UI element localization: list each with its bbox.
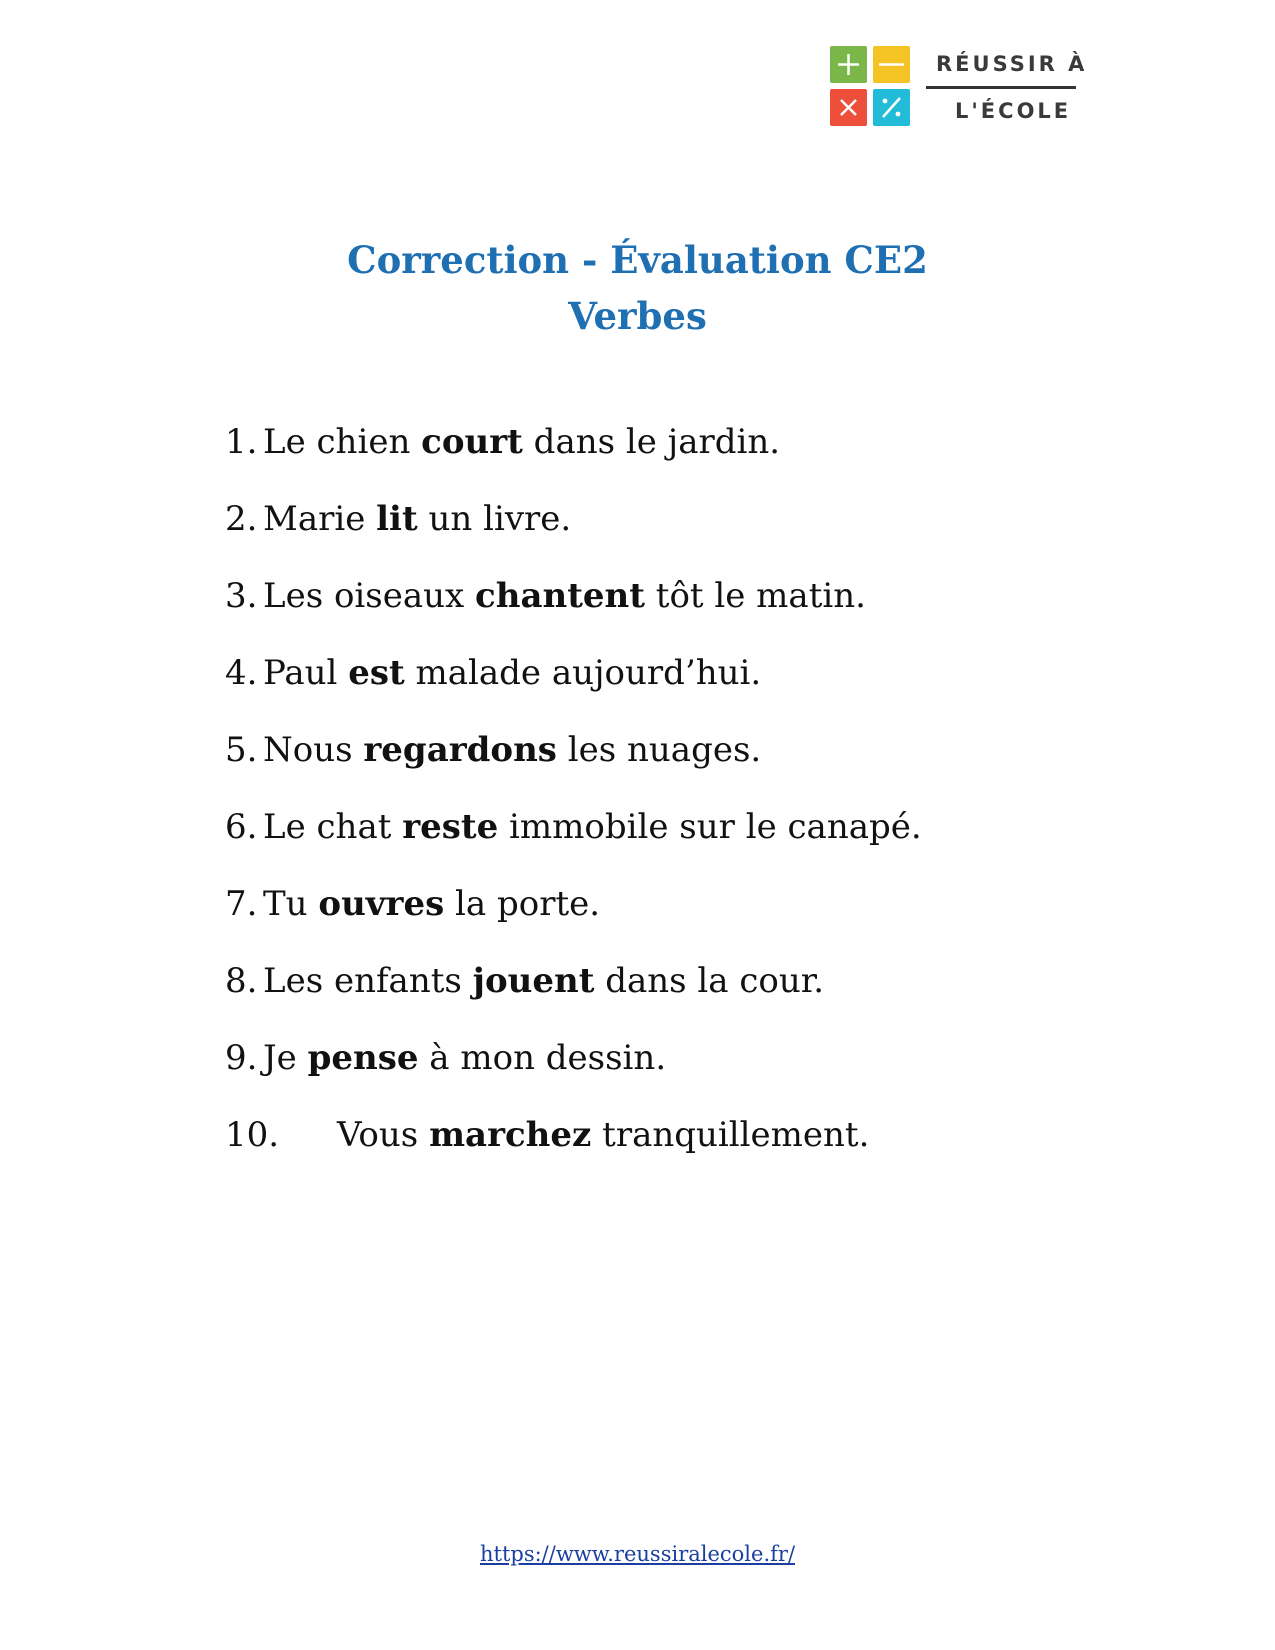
text-before: Je [263,1038,308,1078]
item-number: 1. [225,422,258,462]
page-title [0,232,1275,344]
text-before: Tu [263,884,319,924]
logo-text-line1: RÉUSSIR À [936,52,1088,76]
logo-text-line2: L'ÉCOLE [955,99,1072,123]
text-after: les nuages. [556,730,762,770]
verb: chantent [475,576,645,616]
text-after: dans le jardin. [522,422,781,462]
item-number: 10. [225,1115,280,1155]
minus-icon [873,46,910,83]
title-line-1: Correction - Évaluation CE2 [347,238,928,282]
footer [0,1542,1275,1566]
list-item [225,497,922,574]
text-after: malade aujourd’hui. [404,653,762,693]
plus-icon [830,46,867,83]
item-number: 4. [225,653,258,693]
sentence-list [225,420,922,1190]
text-after: immobile sur le canapé. [498,807,922,847]
text-after: tôt le matin. [644,576,866,616]
text-after: à mon dessin. [418,1038,667,1078]
text-after: la porte. [444,884,601,924]
list-item [225,1036,922,1113]
item-number: 6. [225,807,258,847]
list-item [225,1113,922,1190]
times-icon [830,89,867,126]
list-item [225,959,922,1036]
item-number: 2. [225,499,258,539]
verb: est [348,653,405,693]
list-item [225,420,922,497]
verb: court [421,422,523,462]
item-number: 8. [225,961,258,1001]
website-link[interactable]: https://www.reussiralecole.fr/ [479,1542,796,1566]
title-line-2: Verbes [568,294,707,338]
item-number: 9. [225,1038,258,1078]
text-before: Nous [263,730,364,770]
verb: pense [307,1038,419,1078]
text-after: tranquillement. [591,1115,870,1155]
list-item [225,882,922,959]
item-number: 3. [225,576,258,616]
text-after: un livre. [417,499,572,539]
logo-grid [830,46,912,128]
list-item [225,651,922,728]
text-before: Marie [263,499,377,539]
verb: ouvres [318,884,445,924]
item-number: 7. [225,884,258,924]
percent-icon [873,89,910,126]
list-item [225,574,922,651]
verb: reste [402,807,499,847]
verb: marchez [429,1115,592,1155]
text-before: Le chien [263,422,422,462]
text-before: Le chat [263,807,403,847]
text-before: Les oiseaux [263,576,476,616]
verb: lit [376,499,418,539]
text-before: Vous [337,1115,430,1155]
list-item [225,805,922,882]
item-number: 5. [225,730,258,770]
logo [830,46,1088,130]
text-before: Paul [263,653,349,693]
text-before: Les enfants [263,961,473,1001]
verb: regardons [363,730,557,770]
text-after: dans la cour. [594,961,825,1001]
verb: jouent [472,961,595,1001]
list-item [225,728,922,805]
logo-divider [926,86,1076,89]
